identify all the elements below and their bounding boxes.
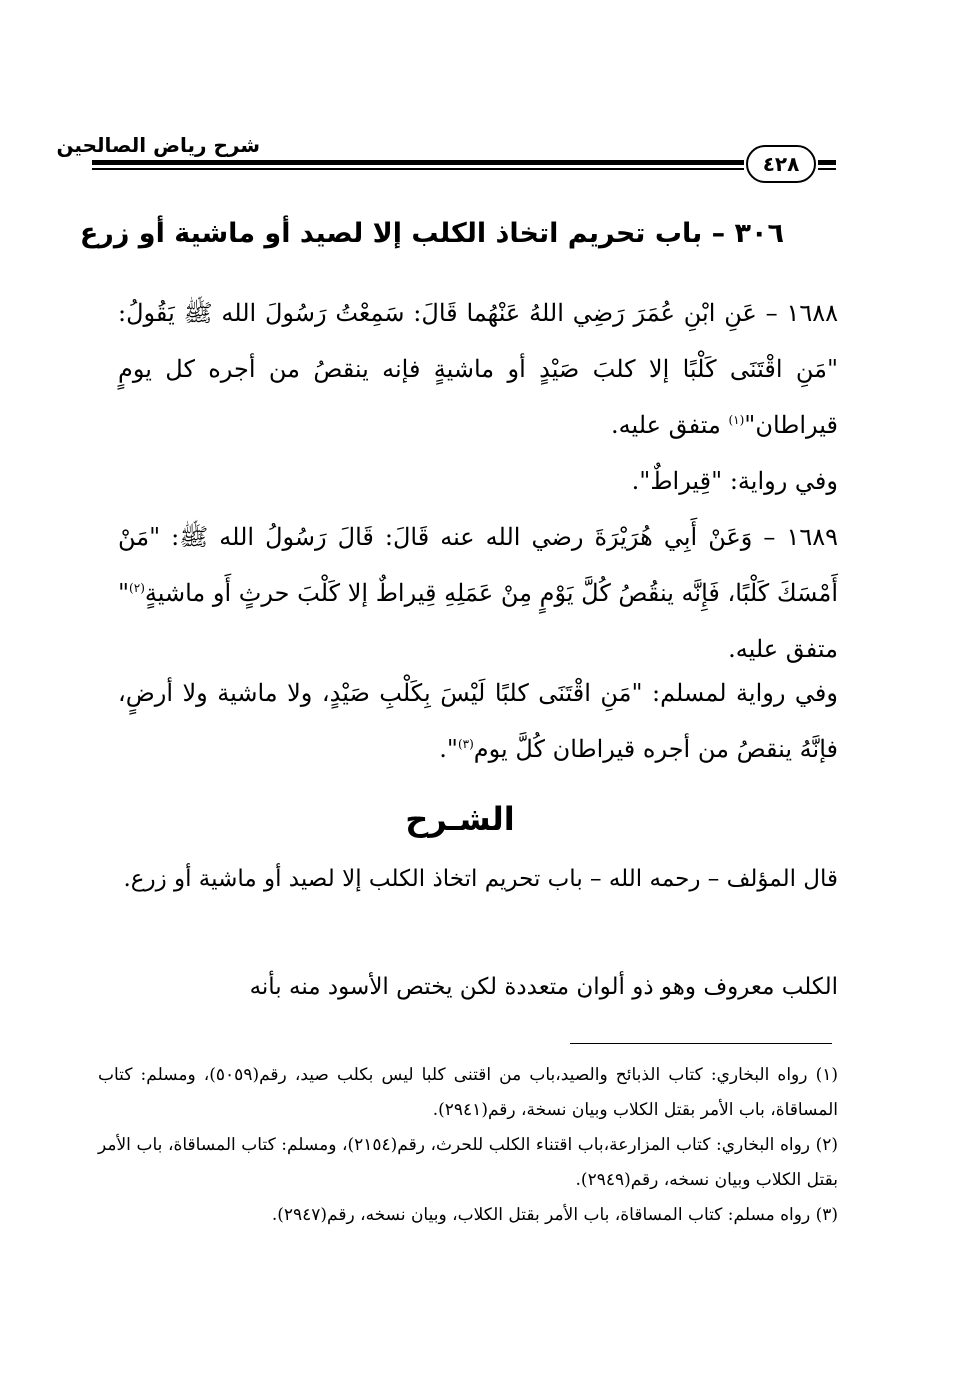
- hadith-1689-text: ١٦٨٩ – وَعَنْ أَبِي هُرَيْرَةَ رضي الله عنه قَالَ: قَالَ رَسُولُ الله ﷺ: "مَنْ أَمْسَكَ كَلْبًا، فَإِنَّه ينقُصُ كُلَّ يَوْمٍ مِنْ عَمَلِهِ قِيراطٌ إلا كَلْبَ حرثٍ أَو ماشيةٍ: [118, 523, 838, 607]
- hadith-1688: [118, 285, 838, 453]
- sharh-heading: الشـرح: [405, 800, 515, 838]
- hadith-1689: [118, 509, 838, 677]
- footnotes: [98, 1058, 838, 1233]
- footnote-1: (١) رواه البخاري: كتاب الذبائح والصيد،باب من اقتنى كلبا ليس بكلب صيد، رقم(٥٠٥٩)، ومسلم: كتاب المساقاة، باب الأمر بقتل الكلاب وبيان نسخة، رقم(٢٩٤١).: [98, 1065, 838, 1120]
- chapter-heading: ٣٠٦ – باب تحريم اتخاذ الكلب إلا لصيد أو ماشية أو زرع: [79, 218, 784, 249]
- footnote-ref-2: (٢): [129, 581, 145, 595]
- hadith-1689-tail: " متفق عليه.: [118, 579, 838, 663]
- footnote-ref-3: (٣): [457, 737, 474, 751]
- sharh-paragraph-2: الكلب معروف وهو ذو ألوان متعددة لكن يختص الأسود منه بأنه: [249, 974, 838, 1000]
- header-rule-thick: [92, 160, 744, 165]
- footnote-3: (٣) رواه مسلم: كتاب المساقاة، باب الأمر بقتل الكلاب، وبيان نسخه، رقم(٢٩٤٧).: [271, 1205, 838, 1225]
- hadith-1689-muslim-variant: [118, 665, 838, 777]
- sharh-paragraph-1: قال المؤلف – رحمه الله – باب تحريم اتخاذ الكلب إلا لصيد أو ماشية أو زرع.: [123, 866, 838, 892]
- footnote-separator: [570, 1043, 832, 1044]
- header-rule-thin-right: [818, 168, 836, 170]
- hadith-1688-tail: متفق عليه.: [610, 411, 729, 439]
- running-title: شرح رياض الصالحين: [56, 133, 260, 157]
- page-number: ٤٢٨: [746, 145, 816, 183]
- header-rule-thick-right: [818, 160, 836, 165]
- hadith-1688-variant: وفي رواية: "قِيراطٌ".: [631, 467, 838, 495]
- footnote-ref-1: (١): [728, 413, 745, 427]
- footnote-2: (٢) رواه البخاري: كتاب المزارعة،باب اقتناء الكلب للحرث، رقم(٢١٥٤)، ومسلم: كتاب المساقاة، باب الأمر بقتل الكلاب وبيان نسخه، رقم(٢٩٤٩).: [98, 1135, 838, 1190]
- hadith-1688-text: ١٦٨٨ – عَنِ ابْنِ عُمَرَ رَضِي اللهُ عَنْهُما قَالَ: سَمِعْتُ رَسُولَ الله ﷺ يَقُولُ: "مَنِ اقْتَنَى كَلْبًا إلا كلبَ صَيْدٍ أو ماشيةٍ فإنه ينقصُ من أجره كل يومٍ قيراطان": [118, 299, 838, 439]
- header-rule-thin: [92, 168, 744, 170]
- muslim-variant-tail: ".: [439, 735, 458, 763]
- muslim-variant-text: وفي رواية لمسلم: "مَنِ اقْتَنَى كلبًا لَيْسَ بِكَلْبِ صَيْدٍ، ولا ماشية ولا أرضٍ، فإنَّهُ ينقصُ من أجره قيراطان كُلَّ يوم: [118, 679, 838, 763]
